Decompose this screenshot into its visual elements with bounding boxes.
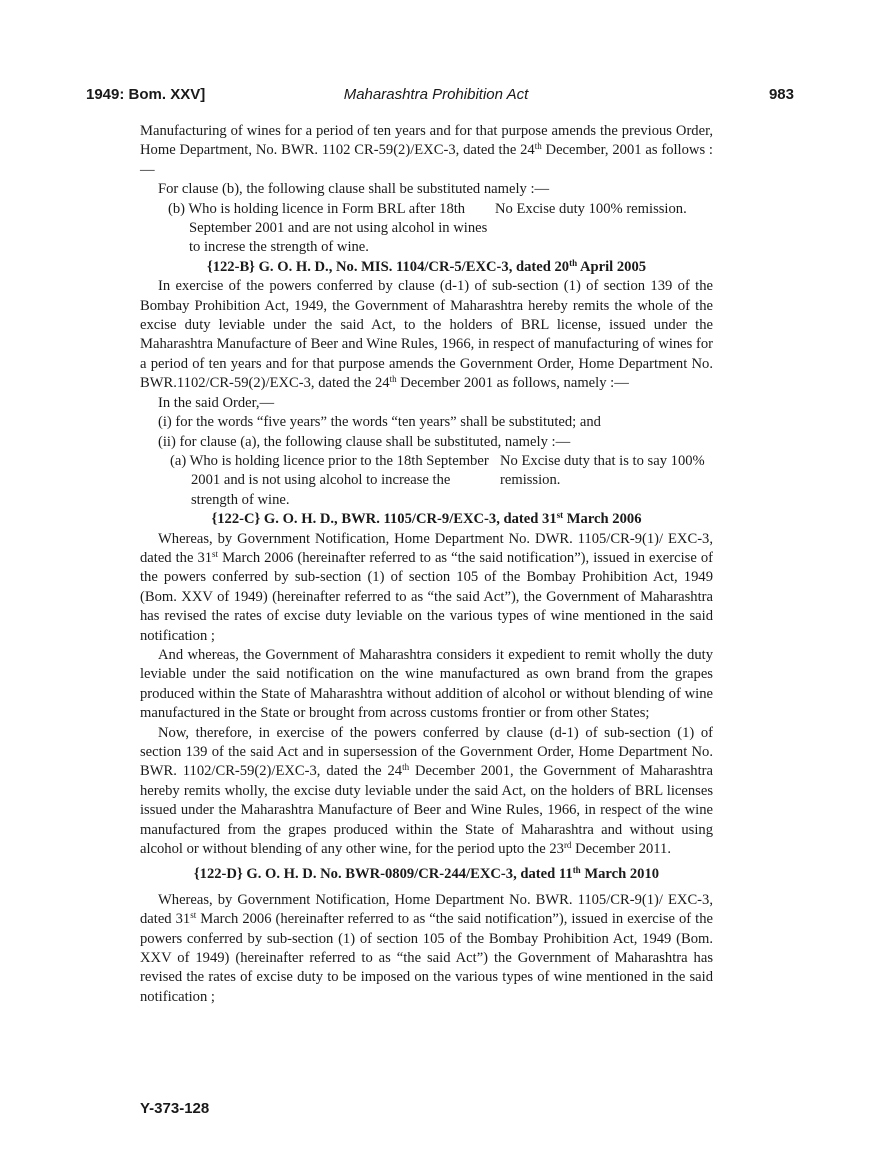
intro-paragraph: Manufacturing of wines for a period of ten years and for that purpose amends the previous Order, Home Department, No. BWR. 1102 CR-59(2)/EXC-3, dated the 24th December, 2001 as follows : —: [140, 123, 713, 178]
intro-clause-text: (b) Who is holding licence in Form BRL after 18th September 2001 and are not using alcohol in wines to increse the strength of wine.: [168, 200, 488, 256]
running-header-title: Maharashtra Prohibition Act: [343, 86, 529, 103]
page-number: 983: [768, 86, 794, 103]
section-122d-paragraph-1: Whereas, by Government Notification, Home Department No. BWR. 1105/CR-9(1)/ EXC-3, dated 31st March 2006 (hereinafter referred to as “the said notification”), issued in exercise of the powers conferred by sub-section (1) of section 105 of the Bombay Prohibition Act, 1949 (Bom. XXV of 1949) (hereinafter referred to as “the said Act”) the Government of Maharashtra has revised the rates of excise duty to be imposed on the various types of wine mentioned in the said notification ;: [140, 891, 713, 1005]
section-122c-paragraph-1: Whereas, by Government Notification, Home Department No. DWR. 1105/CR-9(1)/ EXC-3, dated the 31st March 2006 (hereinafter referred to as “the said notification”), issued in exercise of the powers conferred by sub-section (1) of section 105 of the Bombay Prohibition Act, 1949 (Bom. XXV of 1949) (hereinafter referred to as “the said Act”), the Government of Maharashtra has revised the rates of excise duty leviable on the various types of wine mentioned in the said notification ;: [140, 530, 713, 644]
section-122c-paragraph-3: Now, therefore, in exercise of the powers conferred by clause (d-1) of sub-section (1) of section 139 of the said Act and in supersession of the Government Order, Home Department No. BWR. 1102/CR-59(2)/EXC-3, dated the 24th December 2001, the Government of Maharashtra hereby remits wholly, the excise duty leviable under the said Act, on the holders of BRL licenses issued under the Maharashtra Manufacture of Beer and Wine Rules, 1966, in respect of the wine manufactured from the grapes produced within the State of Maharashtra and without using alcohol or without blending of any other wine, for the period upto the 23rd December 2011.: [140, 724, 713, 858]
section-122b-item-i: (i) for the words “five years” the words “ten years” shall be substituted; and: [158, 414, 601, 431]
section-122c-paragraph-2: And whereas, the Government of Maharashtra considers it expedient to remit wholly the duty leviable under the said notification on the wine manufactured as own brand from the grapes produced within the State of Maharashtra without addition of alcohol or without blending of wine manufactured in the State or brought from across customs frontier or from other States;: [140, 646, 713, 722]
intro-clause-duty: No Excise duty 100% remission.: [495, 200, 687, 217]
section-122b-paragraph-1: In exercise of the powers conferred by clause (d-1) of sub-section (1) of section 139 of the Bombay Prohibition Act, 1949, the Government of Maharashtra hereby remits the whole of the excise duty leviable under the said Act, to the holders of BRL license, issued under the Maharashtra Manufacture of Beer and Wine Rules, 1966, in respect of manufacturing of wines for a period of ten years and for that purpose amends the Government Order, Home Department No. BWR.1102/CR-59(2)/EXC-3, dated the 24th December 2001 as follows, namely :—: [140, 278, 713, 392]
intro-clause-table: [140, 200, 713, 258]
body-text: [140, 122, 713, 1007]
section-heading-122d: {122-D} G. O. H. D. No. BWR-0809/CR-244/EXC-3, dated 11th March 2010: [193, 865, 660, 883]
section-122b-clause-text: (a) Who is holding licence prior to the 18th September 2001 and is not using alcohol to increase the strength of wine.: [170, 452, 489, 508]
section-heading-122b: {122-B} G. O. H. D., No. MIS. 1104/CR-5/EXC-3, dated 20th April 2005: [206, 257, 647, 275]
section-122b-clause-table: [140, 452, 713, 510]
section-122b-paragraph-2: In the said Order,—: [158, 394, 275, 411]
intro-substitution-line: For clause (b), the following clause shall be substituted namely :—: [158, 181, 550, 198]
section-heading-122c: {122-C} G. O. H. D., BWR. 1105/CR-9/EXC-3, dated 31st March 2006: [211, 510, 642, 528]
printer-code: Y-373-128: [140, 1100, 210, 1117]
running-header-citation: 1949: Bom. XXV]: [86, 86, 206, 103]
section-122b-clause-duty: No Excise duty that is to say 100% remission.: [500, 452, 705, 489]
section-122b-item-ii: (ii) for clause (a), the following clause shall be substituted, namely :—: [158, 433, 571, 450]
